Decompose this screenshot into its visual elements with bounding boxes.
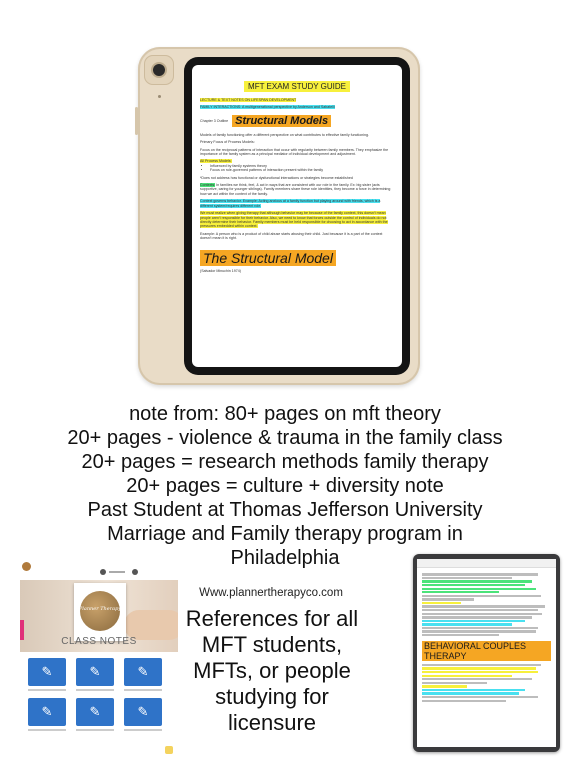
shop-screenshot <box>20 556 178 756</box>
references-line: MFT students, <box>201 632 343 657</box>
references-line: studying for <box>215 684 329 709</box>
all-process-models-label: All Process Models: <box>200 159 232 164</box>
behavioral-couples-heading: BEHAVIORAL COUPLES THERAPY <box>422 641 551 661</box>
study-guide-document <box>192 65 402 273</box>
app-toolbar <box>417 559 556 568</box>
promo-line: Past Student at Thomas Jefferson University <box>87 499 483 521</box>
goodnotes-icon: ✎ <box>137 704 149 719</box>
references-line: licensure <box>227 710 317 735</box>
side-button <box>135 107 138 135</box>
dark-tablet-mockup <box>413 554 560 752</box>
product-tile[interactable] <box>124 658 162 686</box>
chat-icon[interactable] <box>165 746 173 754</box>
structural-models-heading: Structural Models <box>232 115 331 127</box>
contexts-paragraph <box>200 183 394 196</box>
camera-lens-icon <box>153 64 165 76</box>
example-text: Example: A person who is a product of child abuse starts abusing their child. Just because it is a part of the context doesn't mean it is right. <box>200 231 383 241</box>
shop-header-icons <box>100 563 150 569</box>
ipad-screen <box>192 65 402 367</box>
family-interactions-line: FAMILY INTERACTIONS: A multigenerational perspective by Anderson and Sabatelli <box>200 105 335 110</box>
product-tile[interactable] <box>76 658 114 686</box>
references-line: References for all <box>185 606 359 631</box>
dark-tablet-screen <box>417 559 556 747</box>
promo-line: 20+ pages = research methods family therapy <box>81 451 489 473</box>
ipad-bezel <box>184 57 410 375</box>
list-item: • Focus on rule-governed patterns of interaction present within the family <box>210 168 394 172</box>
references-text-block <box>172 606 372 736</box>
cart-icon <box>132 569 138 575</box>
goodnotes-icon: ✎ <box>41 664 53 679</box>
minuchin-citation: (Salvador Minuchin 1974) <box>200 268 241 273</box>
subtitle-line: LECTURE & TEXT NOTES ON LIFESPAN DEVELOPMENT <box>200 98 297 102</box>
class-notes-label: CLASS NOTES <box>61 636 137 647</box>
guide-title: MFT EXAM STUDY GUIDE <box>244 81 350 92</box>
goodnotes-icon: ✎ <box>89 704 101 719</box>
goodnotes-icon: ✎ <box>89 664 101 679</box>
product-tile[interactable] <box>28 698 66 726</box>
account-icon <box>100 569 106 575</box>
website-url[interactable]: Www.plannertherapyco.com <box>199 587 343 599</box>
notes-page <box>417 568 556 707</box>
product-tile[interactable] <box>124 698 162 726</box>
shop-logo <box>22 562 31 571</box>
product-tile[interactable] <box>28 658 66 686</box>
responsibility-text: We must realize when giving therapy that although behavior may be because of the family context, this doesn't mean people aren't responsible for their behavior. Also, we need to know that forces outside the control of individuals do not directly determine their behavior. Family members must be held responsible for choosing to act in accordance with the pressures embedded within context. <box>200 211 388 229</box>
promo-line: Philadelphia <box>230 547 340 569</box>
doc-paragraph: Focus on the reciprocal patterns of interaction that occur with regularity between family members. They emphasize the importance of the family system as a principal mediator of individual development and adjustment. <box>200 147 389 157</box>
doc-paragraph: *Does not address how functional or dysfunctional interactions or strategies become established <box>200 175 353 180</box>
promo-line: Marriage and Family therapy program in <box>107 523 463 545</box>
list-item: • Influenced by family systems theory <box>210 164 394 168</box>
references-line: MFTs, or people <box>193 658 351 683</box>
goodnotes-icon: ✎ <box>41 704 53 719</box>
promo-line: 20+ pages = culture + diversity note <box>126 475 444 497</box>
contexts-text: In families we think, feel, & act in ways that are consistent with our role in the family. Ex: big sister (acts supportive, caring for younger siblings). Family members share these role identities, they become a force in determining how we act within the context of the family. <box>200 183 391 196</box>
product-tile[interactable] <box>76 698 114 726</box>
promo-line: 20+ pages - violence & trauma in the family class <box>67 427 503 449</box>
camera-module <box>144 55 174 85</box>
chapter-row <box>200 115 394 127</box>
contexts-word: Contexts: <box>200 183 216 188</box>
planner-card <box>74 583 126 641</box>
goodnotes-icon: ✎ <box>137 664 149 679</box>
doc-paragraph: Models of family functioning offer a different perspective on what contributes to effective family functioning. <box>200 132 369 137</box>
promo-text-block <box>0 402 570 570</box>
microphone-dot <box>158 95 161 98</box>
structural-model-heading: The Structural Model <box>200 250 336 266</box>
doc-paragraph: Primary Focus of Process Models: <box>200 140 255 145</box>
chapter-label: Chapter 3 Outline <box>200 118 229 123</box>
process-models-list <box>206 164 394 173</box>
context-cyan-text: Context governs behavior. Example: Acting anxious at a family function but playing around with friends, which is a different system/requires different role. <box>200 199 381 208</box>
planner-card-text: Planner Therapy <box>78 606 122 612</box>
ipad-mockup <box>138 47 420 385</box>
promo-line: note from: 80+ pages on mft theory <box>129 403 441 425</box>
